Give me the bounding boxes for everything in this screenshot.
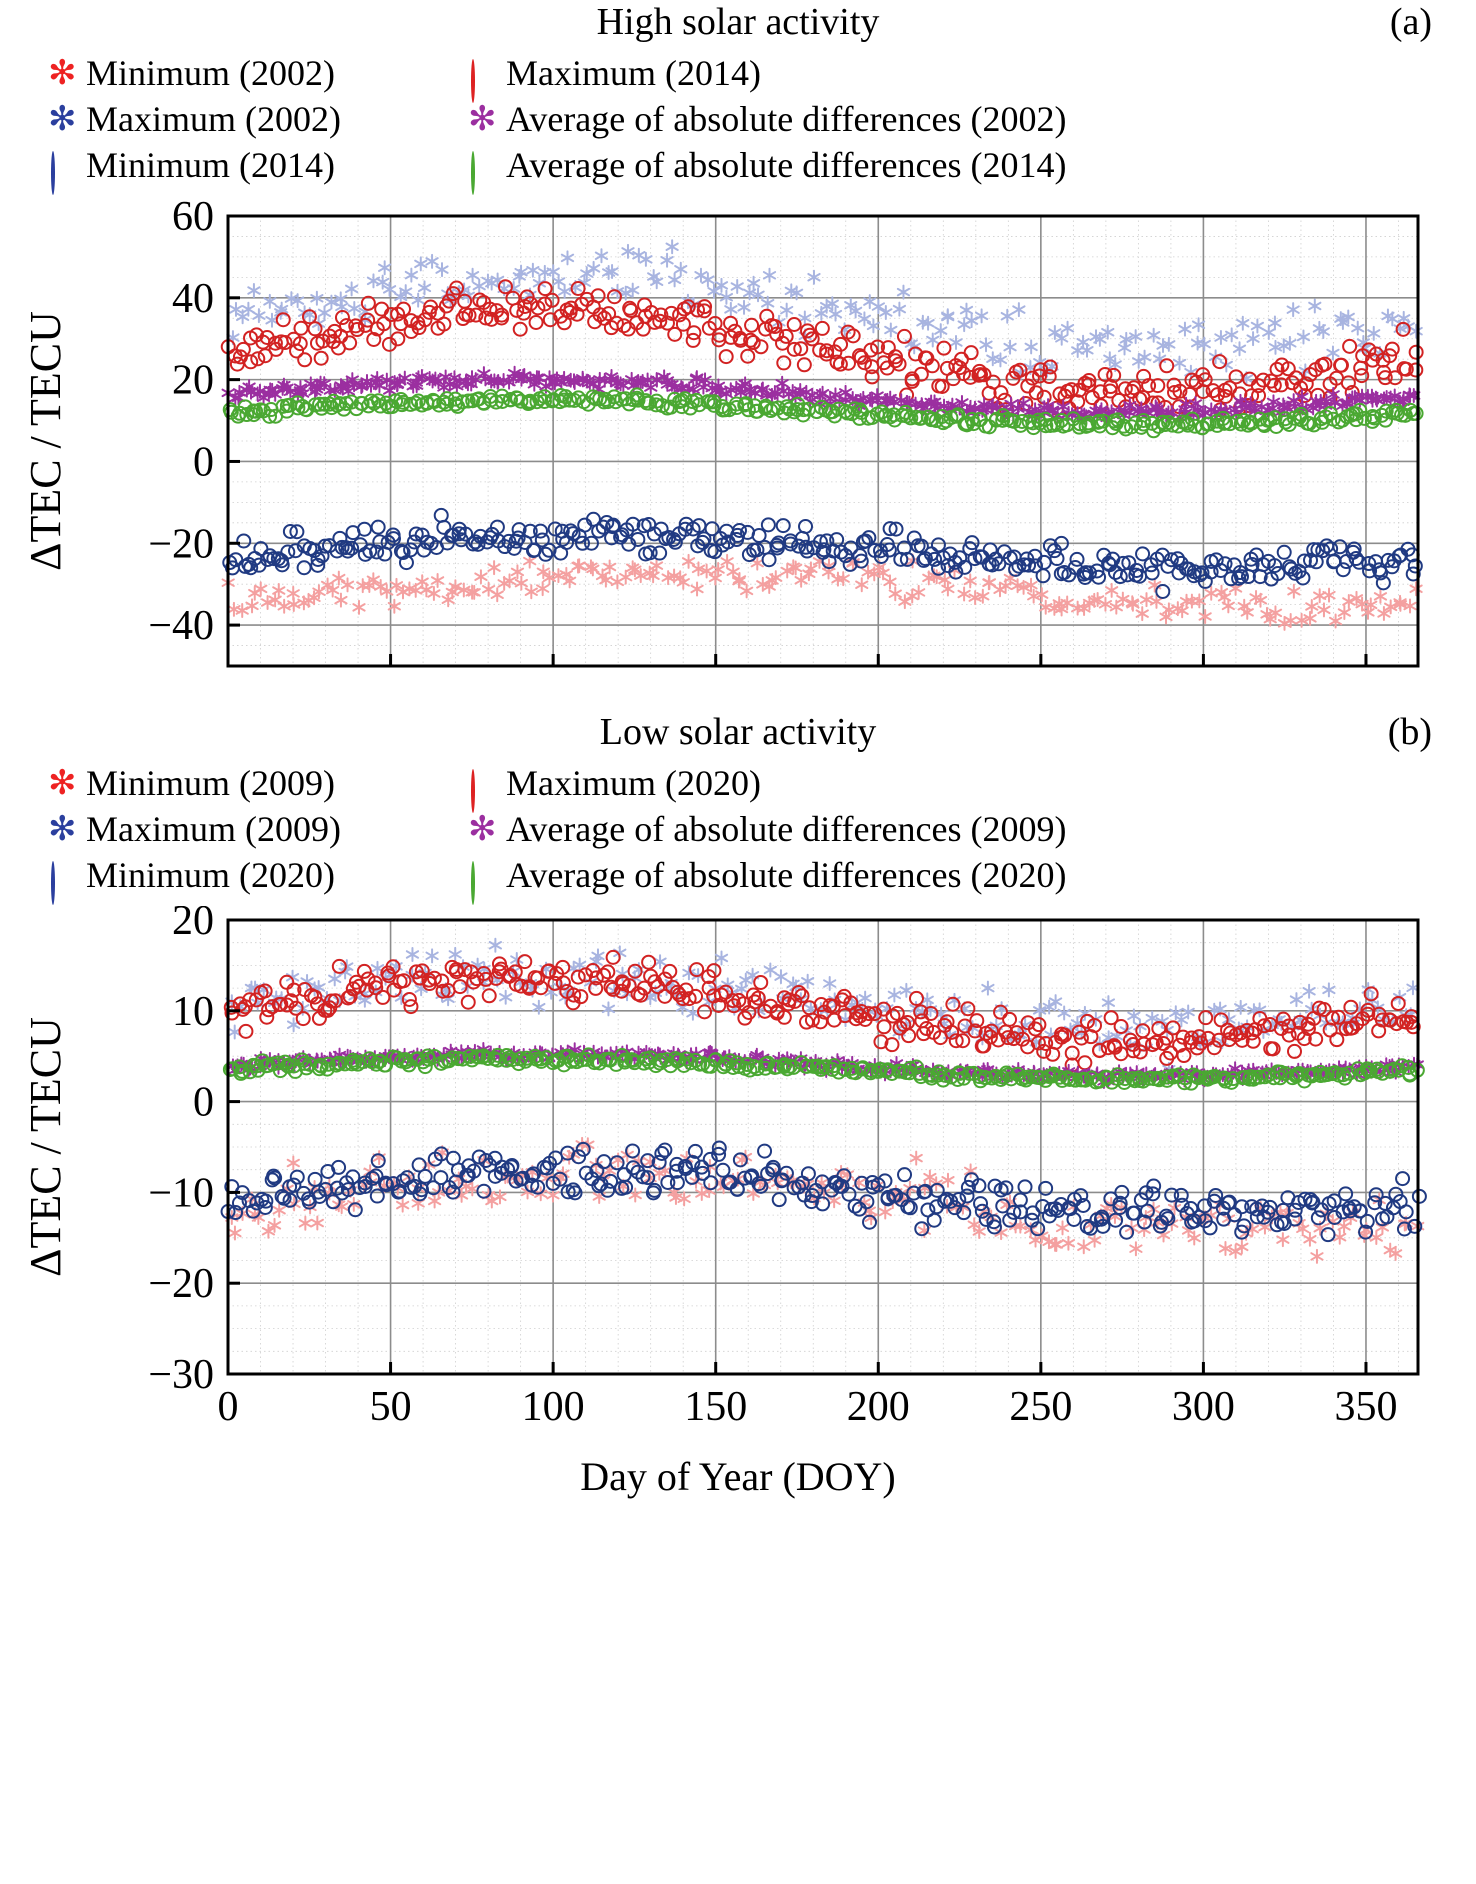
panel-a-plot xyxy=(0,196,1476,696)
svg-text:0: 0 xyxy=(217,1384,239,1430)
svg-text:300: 300 xyxy=(1171,1384,1235,1430)
legend-label: Average of absolute differences (2002) xyxy=(506,99,1067,139)
x-axis-label: Day of Year (DOY) xyxy=(580,1454,896,1499)
legend-symbol-star-icon: ✻ xyxy=(468,809,497,849)
svg-text:−10: −10 xyxy=(148,1170,214,1217)
legend-symbol-circle-icon xyxy=(471,151,475,195)
panel-b-tag: (b) xyxy=(1387,711,1432,753)
minor-grid xyxy=(228,216,1418,666)
panel-a-legend xyxy=(0,50,1476,188)
legend-item xyxy=(468,53,1476,93)
legend-label: Average of absolute differences (2020) xyxy=(506,855,1067,895)
legend-symbol-circle-icon xyxy=(471,769,475,813)
legend-label: Minimum (2002) xyxy=(86,53,335,93)
panel-b-title: Low solar activity xyxy=(599,711,877,753)
svg-text:20: 20 xyxy=(172,357,214,404)
legend-label: Average of absolute differences (2009) xyxy=(506,809,1067,849)
legend-item xyxy=(48,99,468,139)
svg-text:0: 0 xyxy=(193,1079,214,1126)
legend-symbol-circle-icon xyxy=(51,151,55,195)
panel-a-title: High solar activity xyxy=(596,1,880,43)
legend-label: Maximum (2002) xyxy=(86,99,341,139)
legend-symbol-star-icon: ✻ xyxy=(48,763,77,803)
legend-symbol-circle-icon xyxy=(471,861,475,905)
y-axis-label: ΔTEC / TECU xyxy=(21,1017,70,1277)
legend-symbol-circle-icon xyxy=(471,59,475,103)
legend-item xyxy=(48,763,468,803)
svg-text:−30: −30 xyxy=(148,1352,214,1398)
svg-text:−20: −20 xyxy=(148,1261,214,1308)
legend-label: Minimum (2020) xyxy=(86,855,335,895)
svg-text:0: 0 xyxy=(193,439,214,486)
legend-item xyxy=(48,145,468,185)
svg-text:20: 20 xyxy=(172,906,214,944)
svg-text:200: 200 xyxy=(846,1384,910,1430)
legend-label: Minimum (2009) xyxy=(86,763,335,803)
legend-symbol-circle-icon xyxy=(468,152,494,178)
svg-text:250: 250 xyxy=(1009,1384,1073,1430)
legend-label: Average of absolute differences (2014) xyxy=(506,145,1067,185)
legend-item xyxy=(48,855,468,895)
panel-b-svg xyxy=(0,906,1476,1451)
legend-item xyxy=(48,53,468,93)
legend-item xyxy=(468,763,1476,803)
panel-a xyxy=(0,0,1476,696)
legend-label: Maximum (2014) xyxy=(506,53,761,93)
y-axis-label: ΔTEC / TECU xyxy=(21,311,70,571)
legend-item xyxy=(468,99,1476,139)
svg-text:350: 350 xyxy=(1334,1384,1398,1430)
legend-symbol-star-icon: ✻ xyxy=(48,809,77,849)
series-points xyxy=(227,240,1421,385)
legend-symbol-circle-icon xyxy=(51,861,55,905)
svg-text:150: 150 xyxy=(684,1384,748,1430)
legend-item xyxy=(468,809,1476,849)
legend-symbol-circle-icon xyxy=(48,152,74,178)
svg-text:40: 40 xyxy=(172,275,214,322)
legend-item xyxy=(468,145,1476,185)
panel-b-legend xyxy=(0,760,1476,898)
svg-text:100: 100 xyxy=(521,1384,585,1430)
legend-symbol-circle-icon xyxy=(468,770,494,796)
svg-text:60: 60 xyxy=(172,196,214,240)
svg-text:10: 10 xyxy=(172,988,214,1035)
legend-symbol-star-icon: ✻ xyxy=(468,99,497,139)
legend-label: Minimum (2014) xyxy=(86,145,335,185)
legend-item xyxy=(468,855,1476,895)
legend-label: Maximum (2020) xyxy=(506,763,761,803)
panel-b xyxy=(0,710,1476,1500)
svg-text:−20: −20 xyxy=(148,521,214,568)
legend-label: Maximum (2009) xyxy=(86,809,341,849)
panel-a-tag: (a) xyxy=(1389,1,1432,43)
svg-text:−40: −40 xyxy=(148,603,214,650)
legend-symbol-star-icon: ✻ xyxy=(48,53,77,93)
legend-symbol-circle-icon xyxy=(468,862,494,888)
panel-b-plot xyxy=(0,906,1476,1451)
legend-item xyxy=(48,809,468,849)
svg-text:50: 50 xyxy=(369,1384,412,1430)
panel-a-svg xyxy=(0,196,1476,696)
minor-grid xyxy=(228,920,1418,1374)
legend-symbol-star-icon: ✻ xyxy=(48,99,77,139)
legend-symbol-circle-icon xyxy=(48,862,74,888)
legend-symbol-circle-icon xyxy=(468,60,494,86)
